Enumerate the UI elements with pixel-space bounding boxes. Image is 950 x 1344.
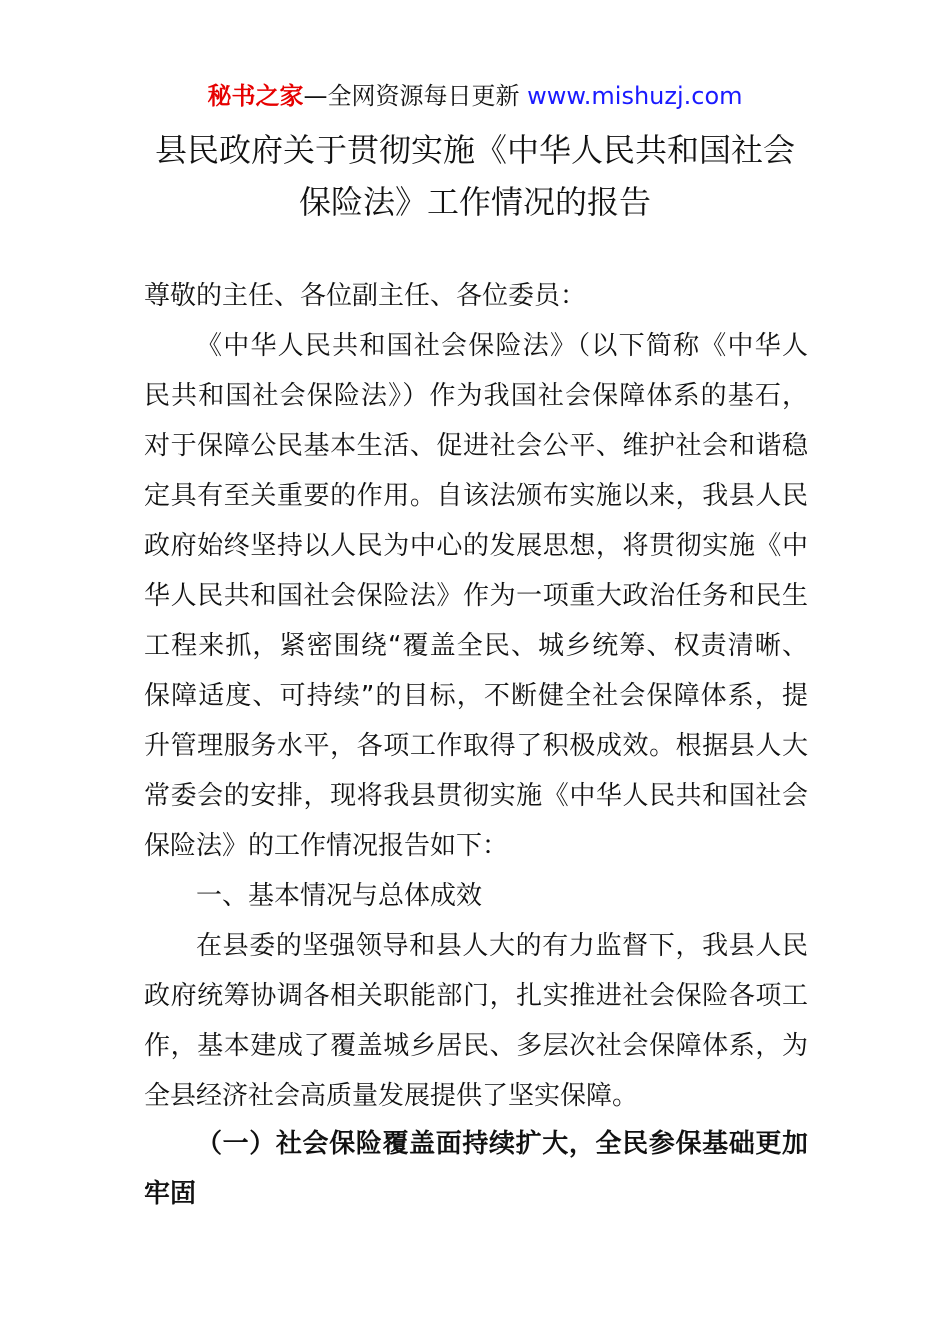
paragraph-line: 对于保障公民基本生活、促进社会公平、维护社会和谐稳	[144, 431, 808, 461]
subheading-line: 牢固	[144, 1179, 197, 1209]
salutation-text: 尊敬的主任、各位副主任、各位委员：	[144, 281, 587, 311]
salutation	[144, 271, 808, 321]
site-header	[0, 80, 950, 112]
site-name[interactable]: 秘书之家	[207, 82, 304, 110]
subheading-1	[144, 1119, 808, 1219]
paragraph-line: 全县经济社会高质量发展提供了坚实保障。	[144, 1081, 639, 1111]
paragraph-line: 常委会的安排，现将我县贯彻实施《中华人民共和国社会	[144, 781, 808, 811]
paragraph-line: 民共和国社会保险法》）作为我国社会保障体系的基石，	[144, 381, 808, 411]
paragraph-overview	[144, 921, 808, 1121]
paragraph-line: 定具有至关重要的作用。自该法颁布实施以来，我县人民	[144, 481, 808, 511]
paragraph-line: 升管理服务水平，各项工作取得了积极成效。根据县人大	[144, 731, 808, 761]
paragraph-line: 工程来抓，紧密围绕“覆盖全民、城乡统筹、权责清晰、	[144, 631, 808, 661]
paragraph-line: 政府统筹协调各相关职能部门，扎实推进社会保险各项工	[144, 981, 808, 1011]
title-line-1: 县民政府关于贯彻实施《中华人民共和国社会	[154, 131, 795, 169]
paragraph-line: 《中华人民共和国社会保险法》（以下简称《中华人	[196, 331, 808, 361]
section-heading-1	[144, 871, 808, 921]
site-url-link[interactable]: www.mishuzj.com	[527, 82, 743, 110]
paragraph-line: 政府始终坚持以人民为中心的发展思想，将贯彻实施《中	[144, 531, 808, 561]
paragraph-line: 在县委的坚强领导和县人大的有力监督下，我县人民	[196, 931, 808, 961]
site-tagline: —全网资源每日更新	[303, 82, 528, 110]
title-line-2: 保险法》工作情况的报告	[298, 183, 651, 221]
document-title	[60, 124, 890, 228]
paragraph-intro	[144, 321, 808, 871]
subheading-line: （一）社会保险覆盖面持续扩大，全民参保基础更加	[196, 1129, 808, 1159]
paragraph-line: 保险法》的工作情况报告如下：	[144, 831, 509, 861]
section-heading-text: 一、基本情况与总体成效	[196, 881, 483, 911]
paragraph-line: 作，基本建成了覆盖城乡居民、多层次社会保障体系，为	[144, 1031, 808, 1061]
paragraph-line: 保障适度、可持续”的目标，不断健全社会保障体系，提	[144, 681, 808, 711]
paragraph-line: 华人民共和国社会保险法》作为一项重大政治任务和民生	[144, 581, 808, 611]
